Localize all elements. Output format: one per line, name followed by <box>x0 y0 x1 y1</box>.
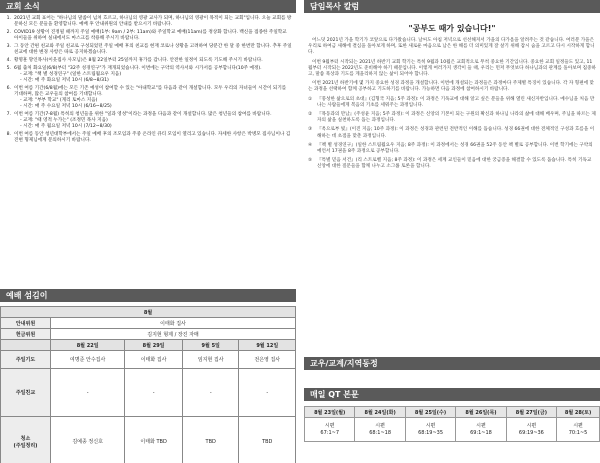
news-main-text: 6월 출처 화요일(6/8)부터 "32주 성경연구"가 재개되었습니다. 이번에는 구약의 역사서와 시가서를 공부합니다(10주 예정). <box>14 66 262 71</box>
qt-verse: 69:1~18 <box>470 429 492 436</box>
news-main-text: 그 동안 간편 친교와 주일 친교로 구성되었던 주일 예배 후의 친교를 현재 코로나 상황을 고려하여 당분간 한 달 중 한번만 합니다. 추후 주일 친교에 대한 변경 사항은 따로 공지하겠습니다. <box>14 44 292 55</box>
sermon-paragraph: 이번 9월부터 시작되는 2021년 하반기 교회 학기는 특히 9월과 10월은 교회적으로 무척 중요한 기간입니다. 중요한 교회 일정들도 있고, 11월부터 시작되는 2022년도 준비해야 하기 때문입니다. 이렇게 여러가지 생각이 들 때, 우리는 먼저 무엇보다 하나님과의 관계를 돌아보며 집중하고, 말씀 묵상과 기도를 게을리하지 않는 삶이 되어야 합니다. <box>308 59 596 78</box>
course-number: ④ <box>308 142 313 148</box>
church-news-section <box>304 357 600 370</box>
fellowship-label: 주일친교 <box>1 369 51 417</box>
course-text: 『옥으로부 빛』(이진 지음; 10주 과정): 이 과정은 성경과 관련된 전반적인 이해를 돕습니다. 성경 66권에 대한 전체적인 구성과 흐름을 이해하는 데 초점을 맞춘 과정입니다. <box>317 127 595 139</box>
date-header: 9월 5일 <box>182 340 239 351</box>
news-item <box>4 44 292 56</box>
clean-label-line2: (주일정리) <box>13 442 38 449</box>
date-header: 9월 12일 <box>239 340 296 351</box>
qt-body-row <box>305 418 600 442</box>
news-main-text: 이번 여름 기간(7-8월) 특히의 청년들을 위한 "일과 영성"이라는 과정을 다음과 같이 개설합니다. 많은 청년들의 참여를 바랍니다. <box>14 112 272 117</box>
news-text <box>14 30 292 42</box>
qt-book: 시편 <box>476 422 486 429</box>
prayer-label: 주일기도 <box>1 351 51 369</box>
qt-verse: 67:1~7 <box>320 429 340 436</box>
duty-table <box>0 306 296 463</box>
news-text <box>14 58 292 64</box>
qt-passage <box>305 418 355 442</box>
course-text: 『풍성한 삶으로의 초대』(김형국 지음; 5주 과정): 이 과정은 기독교에 대해 알고 싶은 분들을 위해 열린 새신자반입니다. 예수님을 처음 만나는 사람들에게 복음의 기초를 세워주는 과정입니다. <box>317 96 595 108</box>
qt-book: 시편 <box>425 422 436 429</box>
news-item <box>4 112 292 130</box>
course-text: 『특별 믿음 서건』(리 스트로벨 지음; 8주 과정): 이 과정은 세계 교인들이 믿음에 대한 궁금증을 해결할 수 있도록 돕습니다. 특히 기독교 신앙에 대한 질문들을 함께 나누고 소그룹 토론을 합니다. <box>317 158 592 170</box>
news-item <box>4 66 292 84</box>
news-number: 8. <box>6 132 11 137</box>
news-item <box>4 16 292 28</box>
clean-label <box>1 417 51 463</box>
course-text: 『책 별 성경연구』(일한 스트림월요우 지음; 8주 과정): 이 과정에서는 성경 66권을 52주 동안 책 별로 공부합니다. 이번 학기에는 구약의 예언서 17권을 8주 과정으로 공부합니다. <box>317 142 593 155</box>
news-main-text: COVID19 상황이 진정될 때까지 주일 예배(1부: 9am / 2부: 11am)와 주일학교 예배(11am)를 정상화 합니다. 백신을 접종한 주일학교 아이들을 위하여 실내에서도 마스크를 착용해 주시기 바랍니다. <box>14 30 287 41</box>
qt-day: 8월 23일(월) <box>305 407 355 418</box>
pastor-column-title: 담임목사 칼럼 <box>304 0 600 13</box>
news-list <box>0 13 296 144</box>
course-number: ⑤ <box>308 158 313 164</box>
news-main-text: 이번 여름 동안 청년대학부에서는 주일 예배 후의 조모임과 주중 온라인 큐티 모임이 열리고 있습니다. 자세한 사항은 박병모 집사님이나 김진현 형제님에게 문의하시기 바랍니다. <box>14 132 291 143</box>
clean-label-line1: 청소 <box>20 435 31 442</box>
offering-label: 헌금위원 <box>1 329 51 340</box>
course-item <box>308 158 596 170</box>
news-sub-text: - 시간: 매 주 화요일 저녁 10시 (6/8~8/31) <box>20 78 109 83</box>
news-sub-text: - 시간: 매 주 수요일 저녁 10시 (6/16~8/25) <box>20 104 112 109</box>
news-main-text: 이번 여름 기간(6/8월)에는 모든 기존 예성이 참여할 수 있는 "아내학교"를 다음과 같이 개설합니다. 모두 우리의 자녀들이 시간이 되기를 기대하며, 많은 교우들의 참여를 기대합니다. <box>14 86 287 97</box>
course-item <box>308 112 596 124</box>
course-item <box>308 127 596 139</box>
prayer-cell: 임지현 집사 <box>182 351 239 369</box>
qt-passage <box>355 418 405 442</box>
news-item <box>4 132 292 144</box>
news-item <box>4 30 292 42</box>
left-column <box>0 0 296 449</box>
news-text <box>14 86 292 110</box>
news-number: 3. <box>6 44 11 49</box>
news-number: 6. <box>6 86 11 91</box>
qt-book: 시편 <box>324 422 335 429</box>
news-sub-text: - 교재: "때 영적 누가는" (조정민 목사 지음) <box>20 118 108 123</box>
qt-book: 시편 <box>375 422 385 429</box>
news-main-text: 2021년 교회 표어는 "하나님의 말씀이 넘쳐 흐르고, 하나님의 영광 교사가 되며, 하나님의 영광이 목적이 되는 교회"입니다. 오늘 교회를 방문하신 모든 분들을 환영합니다. 예배 후 안내위원의 안내를 받으시기 바랍니다. <box>14 16 292 27</box>
date-corner <box>1 340 51 351</box>
news-number: 1. <box>6 16 11 21</box>
date-header: 8월 29일 <box>125 340 183 351</box>
course-number: ③ <box>308 127 313 133</box>
offering-value: 김지현 형제 / 장진 자매 <box>51 329 296 340</box>
sermon-paragraph: 어느덧 2021년 가을 학기가 코앞으로 다가왔습니다. 날씨도 아침 저녁으로 선선해져서 가을의 다가옴을 알려주는 것 같습니다. 여러분 가을은 우리로 하여금 새해에 결심을 돌아보게 하며, 또한 새로운 마음으로 남은 한 해를 더 의미있게 잘 살기 위해 잠시 숨을 고르고 다시 시작하게 합니다. <box>308 38 595 56</box>
clean-cell: TBD <box>182 417 239 463</box>
clean-cell: TBD <box>239 417 296 463</box>
sermon-paragraph: 이번 2021년 하반기에 몇 가지 중요한 성경 과정을 개설합니다. 이번에 개설되는 과정들은 과정마다 주제별 특징이 있습니다. 각 자 형편에 맞는 과정을 선택하여 함께 공부하고 기도하기를 바랍니다. 가능하면 다음 과정에 참여하시기 바랍니다. <box>308 81 594 93</box>
fellowship-cell: - <box>182 369 239 417</box>
qt-header-row <box>305 407 600 418</box>
news-sub-text: - 교재: "책 별 성경연구" (일한 스트림월요우 지음) <box>20 72 122 77</box>
news-text <box>14 132 292 144</box>
guide-label: 안내위원 <box>1 318 51 329</box>
qt-day: 8월 28(토) <box>557 407 600 418</box>
qt-day: 8월 26일(목) <box>456 407 506 418</box>
news-number: 7. <box>6 112 11 117</box>
qt-passage <box>557 418 600 442</box>
sermon-body <box>304 38 600 171</box>
church-news-title: 교우/교계/지역동정 <box>304 357 600 370</box>
news-text <box>14 112 292 130</box>
qt-verse: 69:19~36 <box>518 429 544 436</box>
news-sub-text: - 교재: "부부 학교" (게리 토마스 지음) <box>20 98 98 103</box>
news-item <box>4 58 292 64</box>
fellowship-cell: - <box>239 369 296 417</box>
course-text: 『목동과의 만남』(주성윤 지음; 5주 과정): 이 과정은 신앙의 기본이 되는 구원의 확신과 하나님 나라의 삶에 대해 배우며, 주님을 따르는 제자의 삶을 실천하도록 돕는 과정입니다. <box>317 112 596 124</box>
course-item <box>308 143 596 155</box>
qt-book: 시편 <box>573 422 583 429</box>
qt-verse: 68:1~18 <box>369 429 392 436</box>
qt-passage <box>506 418 556 442</box>
news-number: 4. <box>6 58 11 63</box>
date-header: 8월 22일 <box>51 340 125 351</box>
duty-month: 8월 <box>1 307 296 318</box>
clean-cell: 김예종 정신호 <box>51 417 125 463</box>
news-text <box>14 66 292 84</box>
qt-table <box>304 406 600 442</box>
clean-cell: 이태화 TBD <box>125 417 183 463</box>
duty-section-title: 예배 섬김이 <box>0 289 296 302</box>
fellowship-cell: - <box>125 369 183 417</box>
right-column <box>304 0 600 436</box>
sermon-title: "공부도 때가 있습니다!" <box>408 24 496 33</box>
prayer-cell: 이태화 집사 <box>125 351 183 369</box>
prayer-cell: 여명준 안수집사 <box>51 351 125 369</box>
news-sub-text: - 시간: 매 주 월요일 저녁 10시 (7/12~8/30) <box>20 124 112 129</box>
news-main-text: 황명훈 망인목사(이웃집사 사모님)은 8월 22일부터 25일까지 휴가를 갑니다. 안전한 일정이 되도록 기도해 주시기 바랍니다. <box>14 58 263 63</box>
qt-day: 8월 24일(화) <box>355 407 405 418</box>
news-text <box>14 16 292 28</box>
duty-section <box>0 289 296 463</box>
qt-passage <box>456 418 506 442</box>
qt-book: 시편 <box>526 422 537 429</box>
qt-section <box>304 388 600 442</box>
fellowship-cell: - <box>51 369 125 417</box>
qt-day: 8월 27일(금) <box>506 407 556 418</box>
news-number: 5. <box>6 66 11 71</box>
qt-verse: 70:1~5 <box>568 429 588 436</box>
prayer-cell: 전은영 집사 <box>239 351 296 369</box>
course-number: ① <box>308 96 313 102</box>
news-section-title: 교회 소식 <box>0 0 296 13</box>
qt-section-title: 매일 QT 본문 <box>304 388 600 401</box>
qt-passage <box>405 418 455 442</box>
qt-day: 8월 25일(수) <box>405 407 455 418</box>
course-number: ② <box>308 112 313 118</box>
news-text <box>14 44 292 56</box>
qt-verse: 68:19~35 <box>418 429 444 436</box>
guide-value: 이태화 집사 <box>51 318 296 329</box>
course-item <box>308 97 596 109</box>
news-number: 2. <box>6 30 11 35</box>
news-item <box>4 86 292 110</box>
